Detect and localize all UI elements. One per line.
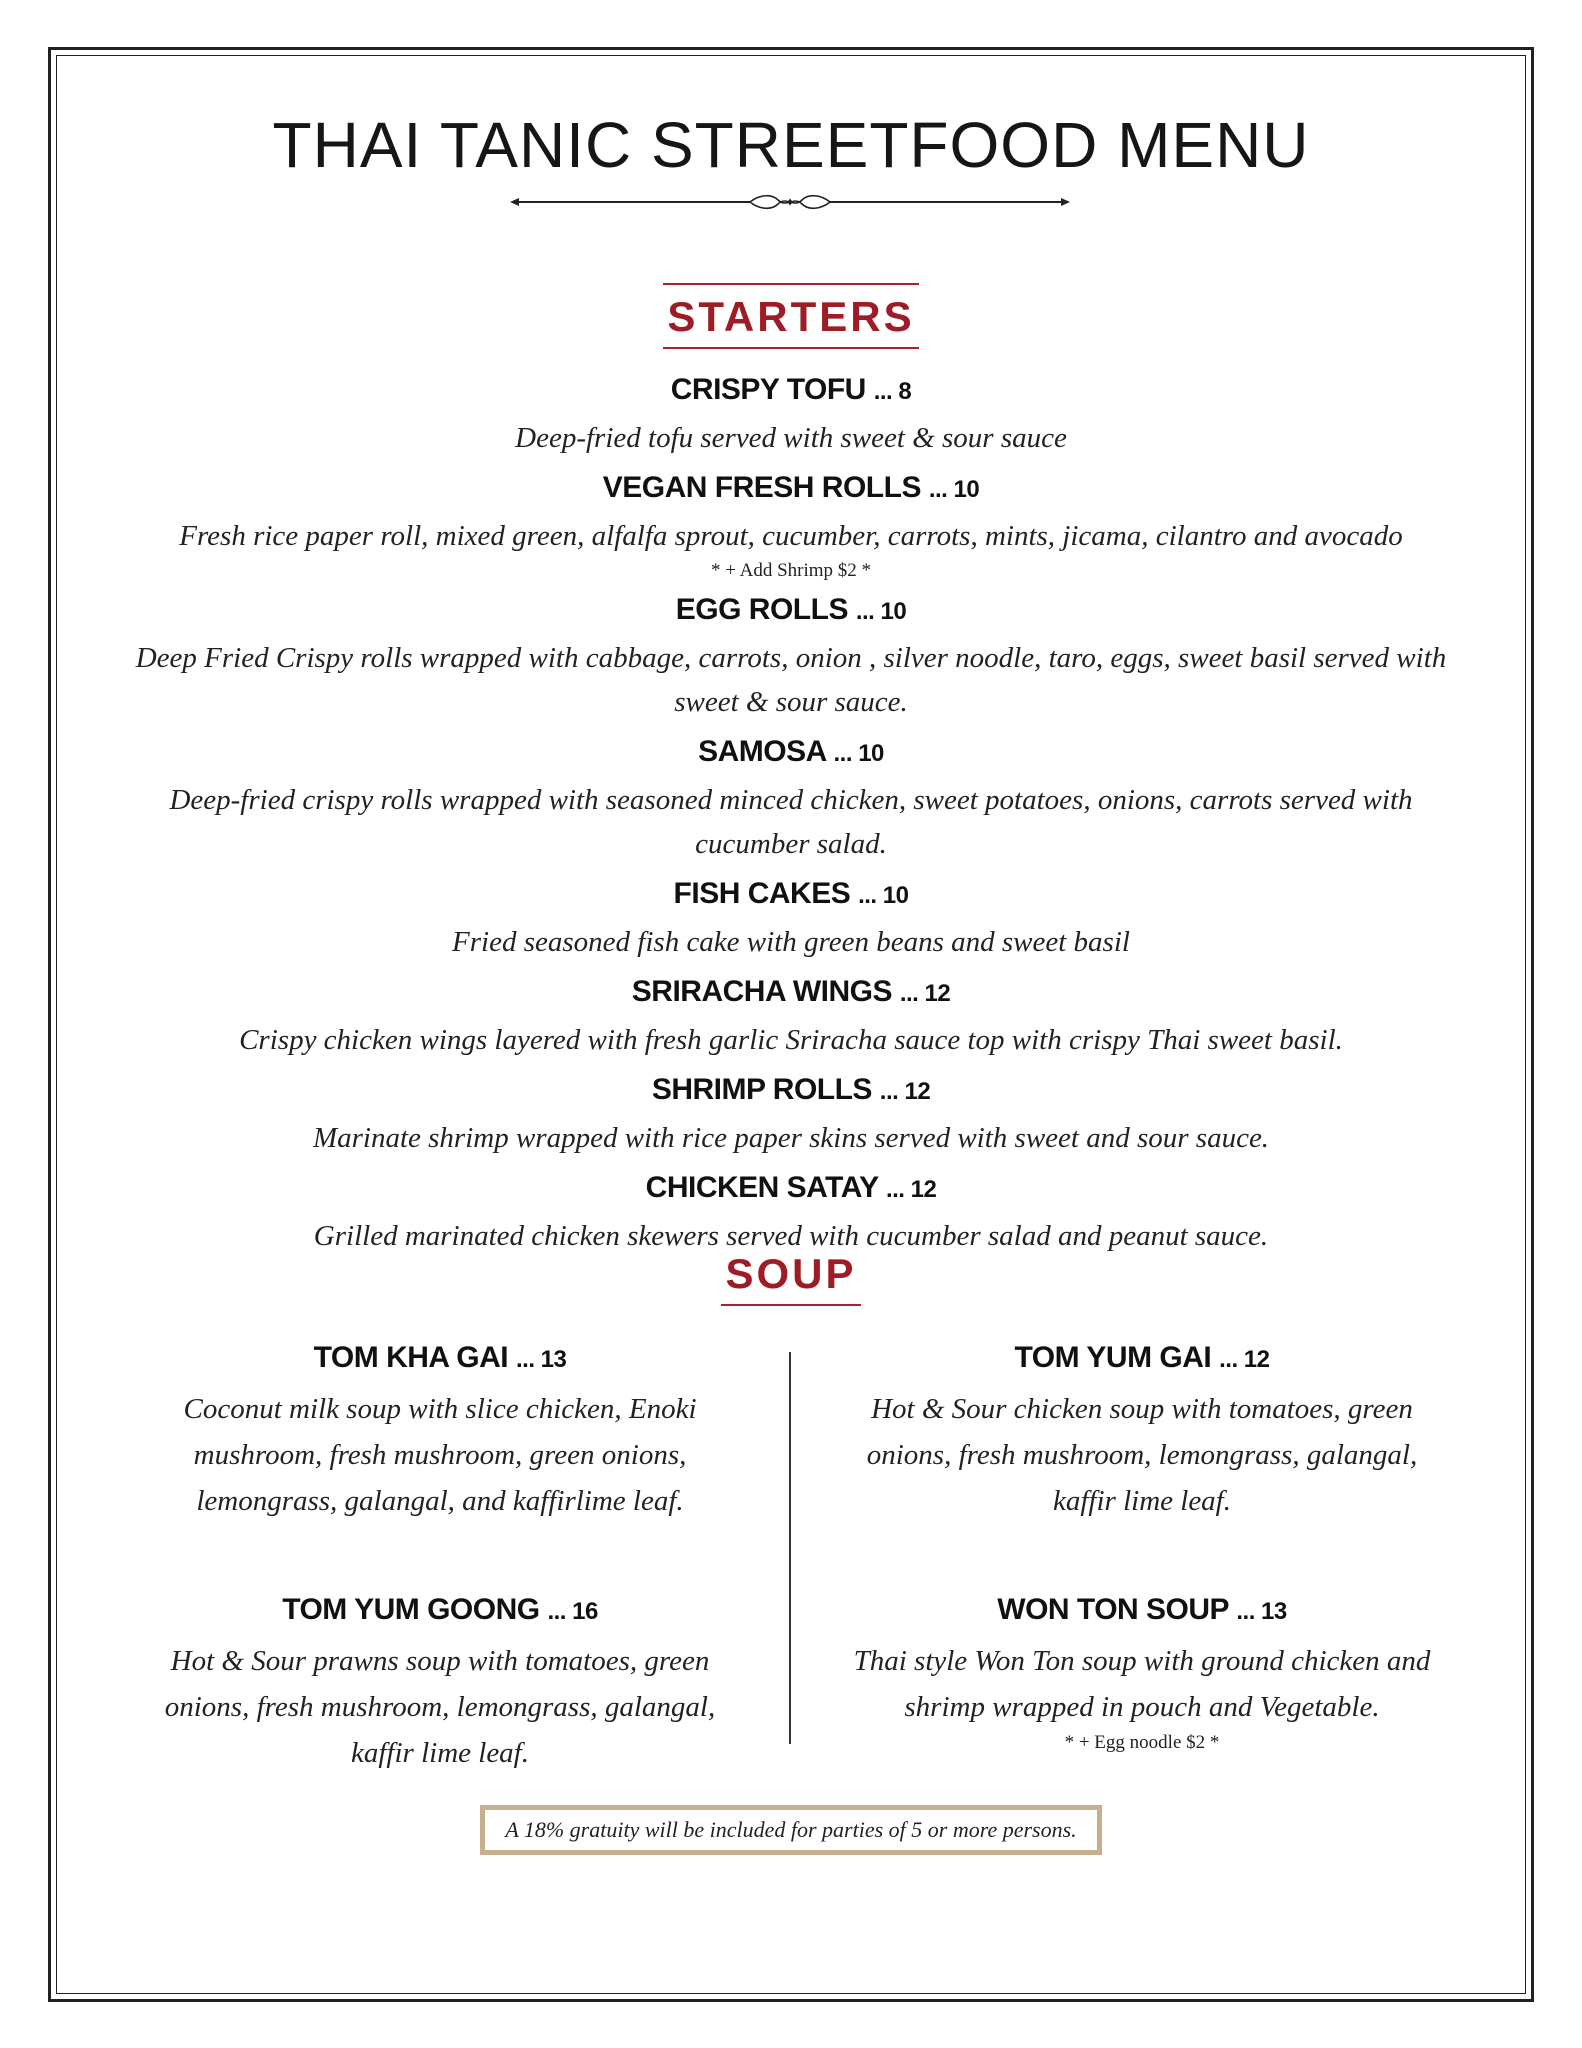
- starters-list: [130, 370, 1452, 1266]
- menu-item-title: [130, 1338, 750, 1380]
- menu-item-price: ... 16: [547, 1598, 598, 1625]
- menu-item-price: ... 10: [928, 476, 980, 503]
- menu-item-name: CHICKEN SATAY: [645, 1171, 879, 1204]
- menu-item-description: Deep Fried Crispy rolls wrapped with cabbage, carrots, onion , silver noodle, taro, eggs, sweet basil served with sweet & sour sauce.: [135, 642, 1447, 718]
- menu-item-price: ... 10: [858, 882, 909, 909]
- menu-item: [130, 1590, 750, 1776]
- soup-left-column: [130, 1338, 750, 1842]
- menu-item: [130, 370, 1452, 460]
- menu-item-title: [130, 874, 1452, 916]
- menu-item-title: [832, 1590, 1452, 1632]
- menu-item-name: SRIRACHA WINGS: [631, 975, 892, 1008]
- menu-item-title: [130, 732, 1452, 774]
- menu-item-price: ... 10: [833, 740, 884, 767]
- starters-heading: [0, 283, 1582, 349]
- menu-item-name: SAMOSA: [698, 735, 826, 768]
- menu-item-description: Deep-fried tofu served with sweet & sour sauce: [515, 422, 1067, 454]
- menu-item-description: Marinate shrimp wrapped with rice paper skins served with sweet and sour sauce.: [312, 1122, 1270, 1154]
- menu-item: [130, 972, 1452, 1062]
- menu-item-title: [832, 1338, 1452, 1380]
- soup-column-divider: [789, 1352, 791, 1744]
- menu-item-price: ... 8: [873, 378, 912, 405]
- menu-item-price: ... 12: [879, 1078, 931, 1105]
- menu-item-description: Hot & Sour prawns soup with tomatoes, green onions, fresh mushroom, lemongrass, galangal, kaffir lime leaf.: [164, 1645, 716, 1769]
- menu-item-description: Thai style Won Ton soup with ground chicken and shrimp wrapped in pouch and Vegetable.: [853, 1645, 1431, 1723]
- soup-heading-label: SOUP: [721, 1250, 860, 1306]
- menu-item: [130, 590, 1452, 724]
- menu-item-name: TOM KHA GAI: [313, 1341, 509, 1374]
- menu-item-title: [130, 1590, 750, 1632]
- menu-item: [130, 468, 1452, 584]
- menu-item-title: [130, 370, 1452, 412]
- gratuity-notice: A 18% gratuity will be included for parties of 5 or more persons.: [480, 1805, 1102, 1855]
- menu-item-title: [130, 1168, 1452, 1210]
- soup-right-column: [832, 1338, 1452, 1822]
- menu-item-name: SHRIMP ROLLS: [651, 1073, 872, 1106]
- menu-item: [130, 1168, 1452, 1258]
- soup-heading: [0, 1250, 1582, 1306]
- menu-item: [130, 732, 1452, 866]
- menu-item-name: CRISPY TOFU: [670, 373, 866, 406]
- menu-item-name: TOM YUM GAI: [1014, 1341, 1212, 1374]
- menu-item: [832, 1590, 1452, 1756]
- menu-item-note: * + Egg noodle $2 *: [1064, 1732, 1220, 1753]
- menu-item-price: ... 12: [1219, 1346, 1270, 1373]
- menu-item-price: ... 12: [899, 980, 951, 1007]
- menu-item-price: ... 10: [855, 598, 907, 625]
- menu-item: [130, 1338, 750, 1524]
- menu-item-title: [130, 468, 1452, 510]
- title-ornament-divider: [510, 190, 1070, 214]
- menu-item-description: Fried seasoned fish cake with green beans and sweet basil: [452, 926, 1130, 958]
- menu-title: THAI TANIC STREETFOOD MENU: [272, 109, 1310, 181]
- menu-item: [130, 874, 1452, 964]
- menu-item: [130, 1070, 1452, 1160]
- menu-item-title: [130, 1070, 1452, 1112]
- menu-item-description: Fresh rice paper roll, mixed green, alfalfa sprout, cucumber, carrots, mints, jicama, cilantro and avocado: [179, 520, 1403, 552]
- menu-item-name: VEGAN FRESH ROLLS: [602, 471, 921, 504]
- menu-item-price: ... 13: [515, 1346, 567, 1373]
- menu-item-name: WON TON SOUP: [997, 1593, 1229, 1626]
- menu-item-price: ... 12: [885, 1176, 937, 1203]
- menu-item-title: [130, 972, 1452, 1014]
- menu-item-description: Crispy chicken wings layered with fresh garlic Sriracha sauce top with crispy Thai sweet basil.: [239, 1024, 1343, 1056]
- menu-item-price: ... 13: [1236, 1598, 1287, 1625]
- menu-item-description: Hot & Sour chicken soup with tomatoes, green onions, fresh mushroom, lemongrass, galangal, kaffir lime leaf.: [866, 1393, 1418, 1517]
- menu-item-name: TOM YUM GOONG: [282, 1593, 540, 1626]
- menu-item-note: * + Add Shrimp $2 *: [710, 560, 872, 581]
- menu-item-description: Coconut milk soup with slice chicken, Enoki mushroom, fresh mushroom, green onions, lemongrass, galangal, and kaffirlime leaf.: [183, 1393, 697, 1517]
- starters-heading-label: STARTERS: [663, 283, 918, 349]
- menu-item-name: EGG ROLLS: [675, 593, 848, 626]
- menu-item-name: FISH CAKES: [673, 877, 851, 910]
- menu-item: [832, 1338, 1452, 1524]
- menu-item-description: Grilled marinated chicken skewers served with cucumber salad and peanut sauce.: [313, 1220, 1269, 1252]
- menu-item-title: [130, 590, 1452, 632]
- menu-item-description: Deep-fried crispy rolls wrapped with seasoned minced chicken, sweet potatoes, onions, carrots served with cucumber salad.: [169, 784, 1413, 860]
